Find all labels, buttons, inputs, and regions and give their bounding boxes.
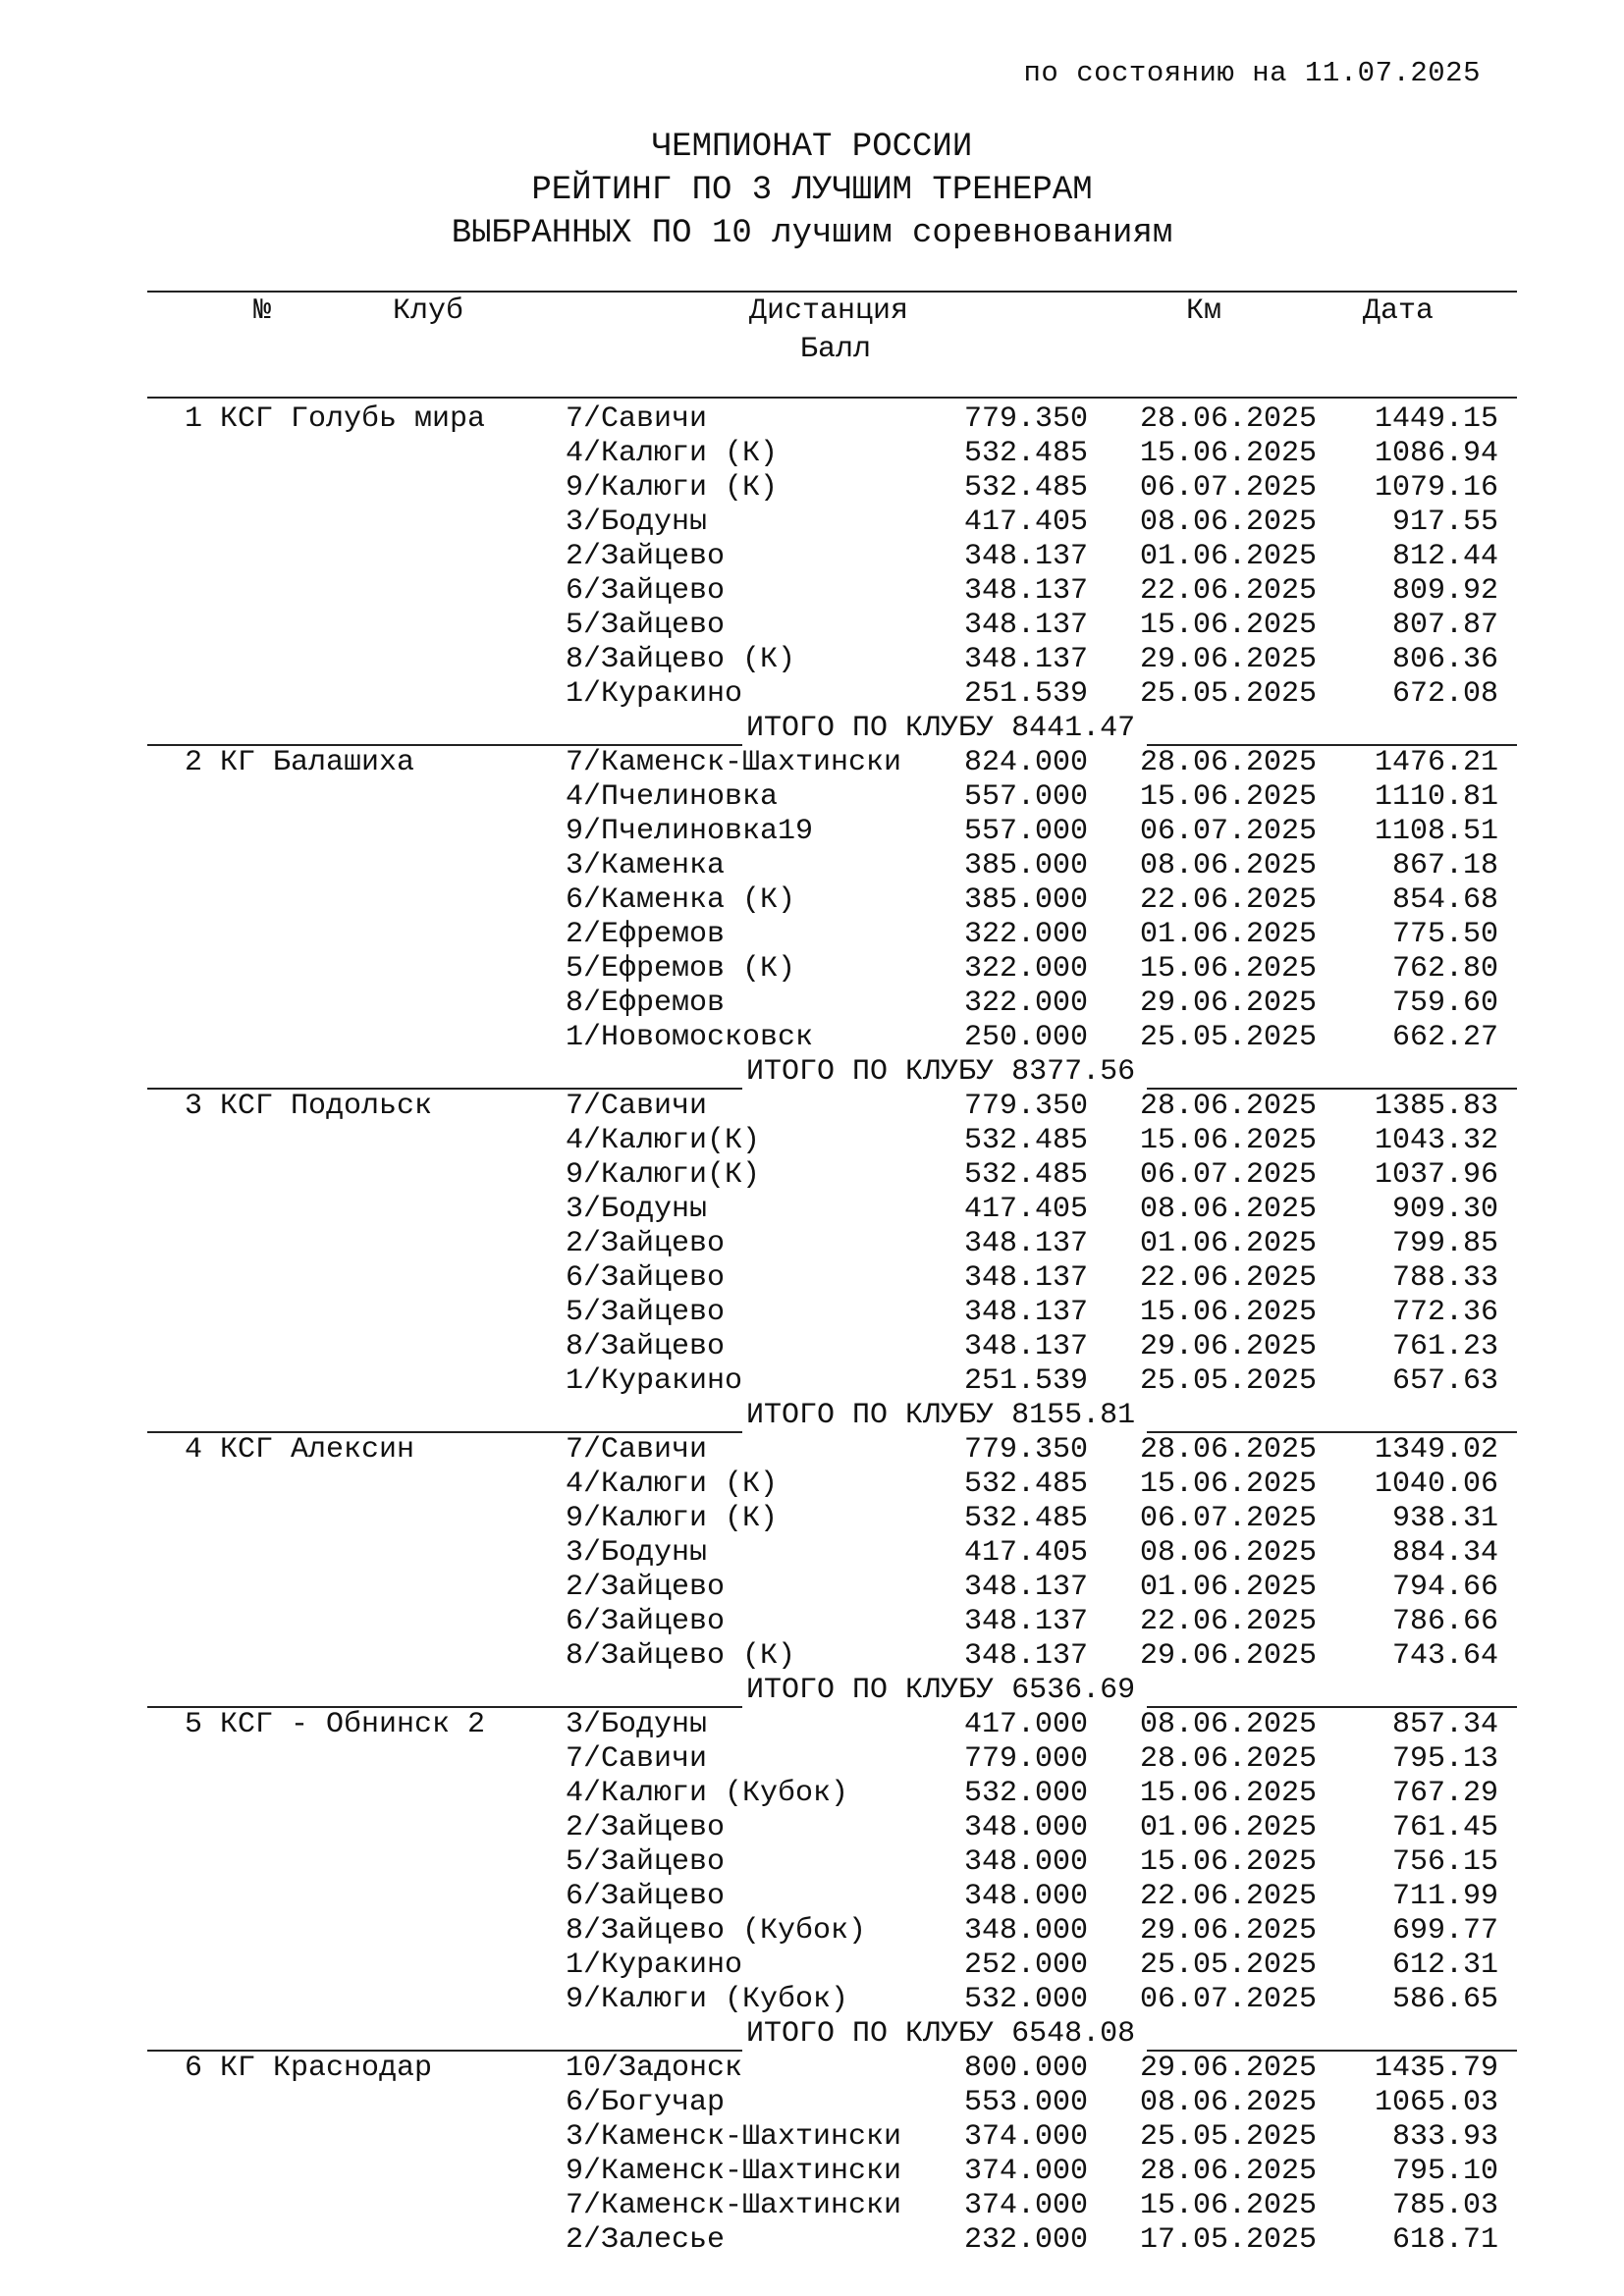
club-total-row: [0, 2017, 1624, 2052]
table-row: [0, 1468, 1624, 1502]
points-cell: 833.93: [1391, 2120, 1498, 2154]
points-cell: 909.30: [1391, 1193, 1498, 1226]
date-cell: 15.06.2025: [1140, 1777, 1318, 1810]
club-total-row: [0, 1055, 1624, 1090]
distance-cell: 6/Зайцево: [566, 1605, 726, 1638]
distance-cell: 5/Зайцево: [566, 1296, 726, 1329]
table-row: [0, 1021, 1624, 1055]
km-cell: 348.137: [963, 1605, 1088, 1638]
points-cell: 1043.32: [1374, 1124, 1498, 1157]
date-cell: 08.06.2025: [1140, 506, 1318, 539]
km-cell: 557.000: [963, 815, 1088, 848]
distance-cell: 10/Задонск: [566, 2052, 743, 2085]
header-bottom-rule: [147, 397, 1517, 399]
km-cell: 532.485: [963, 437, 1088, 470]
date-cell: 28.06.2025: [1140, 1433, 1318, 1467]
points-cell: 1108.51: [1374, 815, 1498, 848]
distance-cell: 4/Калюги (К): [566, 1468, 779, 1501]
km-cell: 557.000: [963, 780, 1088, 814]
table-row: [0, 506, 1624, 540]
table-row: [0, 1914, 1624, 1949]
km-cell: 779.000: [963, 1742, 1088, 1776]
distance-cell: 7/Савичи: [566, 1742, 708, 1776]
distance-cell: 9/Калюги(К): [566, 1158, 761, 1192]
table-row: [0, 1571, 1624, 1605]
points-cell: 884.34: [1391, 1536, 1498, 1570]
km-cell: 532.000: [963, 1777, 1088, 1810]
table-row: [0, 677, 1624, 712]
date-cell: 28.06.2025: [1140, 402, 1318, 436]
distance-cell: 5/Зайцево: [566, 609, 726, 642]
date-cell: 25.05.2025: [1140, 1949, 1318, 1982]
points-cell: 756.15: [1391, 1845, 1498, 1879]
total-value: 6548.08: [1011, 2017, 1136, 2051]
km-cell: 385.000: [963, 849, 1088, 882]
date-cell: 29.06.2025: [1140, 2052, 1318, 2085]
distance-cell: 8/Зайцево: [566, 1330, 726, 1363]
date-cell: 22.06.2025: [1140, 1605, 1318, 1638]
table-row: [0, 1742, 1624, 1777]
distance-cell: 7/Савичи: [566, 1090, 708, 1123]
club-name: 6 КГ Краснодар: [185, 2052, 433, 2085]
club-total: [746, 1055, 1135, 1090]
club-total-row: [0, 1399, 1624, 1433]
km-cell: 374.000: [963, 2189, 1088, 2222]
table-row: [0, 780, 1624, 815]
table-row: [0, 609, 1624, 643]
date-cell: 01.06.2025: [1140, 918, 1318, 951]
km-cell: 232.000: [963, 2223, 1088, 2257]
km-cell: 322.000: [963, 918, 1088, 951]
distance-cell: 8/Зайцево (Кубок): [566, 1914, 867, 1948]
club-name: 3 КСГ Подольск: [185, 1090, 433, 1123]
points-cell: 795.10: [1391, 2155, 1498, 2188]
points-cell: 762.80: [1391, 952, 1498, 986]
table-row: [0, 1605, 1624, 1639]
date-cell: 01.06.2025: [1140, 540, 1318, 573]
table-row: [0, 2120, 1624, 2155]
club-total: [746, 2017, 1135, 2052]
km-cell: 417.000: [963, 1708, 1088, 1741]
date-cell: 15.06.2025: [1140, 2189, 1318, 2222]
km-cell: 417.405: [963, 1536, 1088, 1570]
date-cell: 08.06.2025: [1140, 2086, 1318, 2119]
table-row: [0, 1296, 1624, 1330]
table-row: [0, 1777, 1624, 1811]
distance-cell: 2/Зайцево: [566, 540, 726, 573]
header-distance: Дистанция: [749, 294, 909, 328]
points-cell: 794.66: [1391, 1571, 1498, 1604]
date-cell: 17.05.2025: [1140, 2223, 1318, 2257]
table-row: [0, 987, 1624, 1021]
table-row: [0, 2052, 1624, 2086]
date-cell: 29.06.2025: [1140, 643, 1318, 676]
distance-cell: 8/Зайцево (К): [566, 643, 796, 676]
header-date: Дата: [1363, 294, 1435, 328]
points-cell: 618.71: [1391, 2223, 1498, 2257]
km-cell: 348.137: [963, 574, 1088, 608]
table-row: [0, 1639, 1624, 1674]
table-row: [0, 1433, 1624, 1468]
points-cell: 807.87: [1391, 609, 1498, 642]
total-label: ИТОГО ПО КЛУБУ: [746, 1399, 995, 1432]
points-cell: 1040.06: [1374, 1468, 1498, 1501]
club-total-row: [0, 1674, 1624, 1708]
distance-cell: 1/Куракино: [566, 1949, 743, 1982]
points-cell: 1349.02: [1374, 1433, 1498, 1467]
distance-cell: 1/Новомосковск: [566, 1021, 814, 1054]
points-cell: 775.50: [1391, 918, 1498, 951]
km-cell: 374.000: [963, 2155, 1088, 2188]
date-cell: 22.06.2025: [1140, 1880, 1318, 1913]
total-value: 8441.47: [1011, 712, 1136, 745]
km-cell: 779.350: [963, 1433, 1088, 1467]
km-cell: 417.405: [963, 506, 1088, 539]
points-cell: 612.31: [1391, 1949, 1498, 1982]
points-cell: 672.08: [1391, 677, 1498, 711]
club-total-row: [0, 712, 1624, 746]
distance-cell: 2/Ефремов: [566, 918, 726, 951]
date-cell: 15.06.2025: [1140, 437, 1318, 470]
table-row: [0, 1364, 1624, 1399]
date-cell: 29.06.2025: [1140, 1639, 1318, 1673]
table-row: [0, 1811, 1624, 1845]
points-cell: 657.63: [1391, 1364, 1498, 1398]
km-cell: 532.485: [963, 471, 1088, 505]
km-cell: 348.000: [963, 1811, 1088, 1844]
table-row: [0, 815, 1624, 849]
km-cell: 532.485: [963, 1502, 1088, 1535]
table-row: [0, 1983, 1624, 2017]
km-cell: 250.000: [963, 1021, 1088, 1054]
header-points: Балл: [800, 333, 872, 366]
km-cell: 417.405: [963, 1193, 1088, 1226]
distance-cell: 6/Зайцево: [566, 1261, 726, 1295]
km-cell: 348.137: [963, 1261, 1088, 1295]
title-line-3: ВЫБРАННЫХ ПО 10 лучшим соревнованиям: [451, 215, 1173, 252]
km-cell: 385.000: [963, 883, 1088, 917]
distance-cell: 9/Калюги (К): [566, 471, 779, 505]
km-cell: 532.485: [963, 1158, 1088, 1192]
table-row: [0, 1330, 1624, 1364]
km-cell: 374.000: [963, 2120, 1088, 2154]
points-cell: 806.36: [1391, 643, 1498, 676]
table-row: [0, 540, 1624, 574]
points-cell: 867.18: [1391, 849, 1498, 882]
date-cell: 01.06.2025: [1140, 1227, 1318, 1260]
points-cell: 1449.15: [1374, 402, 1498, 436]
distance-cell: 3/Бодуны: [566, 1193, 708, 1226]
distance-cell: 6/Каменка (К): [566, 883, 796, 917]
date-cell: 06.07.2025: [1140, 471, 1318, 505]
table-row: [0, 643, 1624, 677]
club-name: 2 КГ Балашиха: [185, 746, 415, 779]
points-cell: 786.66: [1391, 1605, 1498, 1638]
points-cell: 917.55: [1391, 506, 1498, 539]
km-cell: 348.000: [963, 1880, 1088, 1913]
club-name: 4 КСГ Алексин: [185, 1433, 415, 1467]
distance-cell: 5/Ефремов (К): [566, 952, 796, 986]
points-cell: 799.85: [1391, 1227, 1498, 1260]
header-km: Км: [1186, 294, 1222, 328]
status-date: по состоянию на 11.07.2025: [1023, 57, 1481, 89]
table-row: [0, 1708, 1624, 1742]
points-cell: 662.27: [1391, 1021, 1498, 1054]
km-cell: 348.000: [963, 1914, 1088, 1948]
points-cell: 767.29: [1391, 1777, 1498, 1810]
distance-cell: 6/Зайцево: [566, 574, 726, 608]
table-row: [0, 574, 1624, 609]
date-cell: 22.06.2025: [1140, 883, 1318, 917]
points-cell: 761.23: [1391, 1330, 1498, 1363]
distance-cell: 7/Каменск-Шахтински: [566, 746, 902, 779]
distance-cell: 9/Калюги (Кубок): [566, 1983, 849, 2016]
distance-cell: 6/Зайцево: [566, 1880, 726, 1913]
date-cell: 15.06.2025: [1140, 1296, 1318, 1329]
distance-cell: 6/Богучар: [566, 2086, 726, 2119]
points-cell: 1385.83: [1374, 1090, 1498, 1123]
date-cell: 08.06.2025: [1140, 1536, 1318, 1570]
distance-cell: 4/Калюги (К): [566, 437, 779, 470]
distance-cell: 7/Савичи: [566, 1433, 708, 1467]
km-cell: 322.000: [963, 987, 1088, 1020]
table-row: [0, 2189, 1624, 2223]
date-cell: 22.06.2025: [1140, 574, 1318, 608]
date-cell: 25.05.2025: [1140, 1021, 1318, 1054]
total-label: ИТОГО ПО КЛУБУ: [746, 1055, 995, 1089]
date-cell: 15.06.2025: [1140, 1845, 1318, 1879]
points-cell: 586.65: [1391, 1983, 1498, 2016]
distance-cell: 2/Зайцево: [566, 1227, 726, 1260]
table-row: [0, 1949, 1624, 1983]
table-row: [0, 1261, 1624, 1296]
table-row: [0, 2223, 1624, 2258]
date-cell: 06.07.2025: [1140, 1502, 1318, 1535]
km-cell: 800.000: [963, 2052, 1088, 2085]
club-total: [746, 1399, 1135, 1433]
km-cell: 532.485: [963, 1124, 1088, 1157]
date-cell: 29.06.2025: [1140, 987, 1318, 1020]
table-row: [0, 437, 1624, 471]
date-cell: 22.06.2025: [1140, 1261, 1318, 1295]
km-cell: 348.137: [963, 609, 1088, 642]
distance-cell: 8/Ефремов: [566, 987, 726, 1020]
distance-cell: 7/Каменск-Шахтински: [566, 2189, 902, 2222]
km-cell: 348.137: [963, 1296, 1088, 1329]
distance-cell: 8/Зайцево (К): [566, 1639, 796, 1673]
club-total: [746, 712, 1135, 746]
total-value: 8155.81: [1011, 1399, 1136, 1432]
km-cell: 532.000: [963, 1983, 1088, 2016]
table-row: [0, 402, 1624, 437]
table-row: [0, 1502, 1624, 1536]
table-row: [0, 849, 1624, 883]
distance-cell: 3/Каменск-Шахтински: [566, 2120, 902, 2154]
table-row: [0, 1845, 1624, 1880]
km-cell: 779.350: [963, 1090, 1088, 1123]
date-cell: 06.07.2025: [1140, 1983, 1318, 2016]
points-cell: 1037.96: [1374, 1158, 1498, 1192]
km-cell: 251.539: [963, 677, 1088, 711]
distance-cell: 3/Бодуны: [566, 506, 708, 539]
points-cell: 761.45: [1391, 1811, 1498, 1844]
distance-cell: 9/Калюги (К): [566, 1502, 779, 1535]
total-label: ИТОГО ПО КЛУБУ: [746, 1674, 995, 1707]
date-cell: 08.06.2025: [1140, 849, 1318, 882]
distance-cell: 7/Савичи: [566, 402, 708, 436]
distance-cell: 2/Зайцево: [566, 1811, 726, 1844]
table-row: [0, 1536, 1624, 1571]
distance-cell: 1/Куракино: [566, 677, 743, 711]
date-cell: 15.06.2025: [1140, 1124, 1318, 1157]
km-cell: 348.137: [963, 1330, 1088, 1363]
date-cell: 25.05.2025: [1140, 677, 1318, 711]
table-row: [0, 1124, 1624, 1158]
distance-cell: 3/Бодуны: [566, 1708, 708, 1741]
date-cell: 29.06.2025: [1140, 1330, 1318, 1363]
document-title: [0, 126, 1624, 255]
table-row: [0, 2086, 1624, 2120]
table-row: [0, 1880, 1624, 1914]
distance-cell: 9/Пчелиновка19: [566, 815, 814, 848]
km-cell: 348.137: [963, 643, 1088, 676]
title-line-2: РЕЙТИНГ ПО 3 ЛУЧШИМ ТРЕНЕРАМ: [531, 172, 1093, 209]
points-cell: 795.13: [1391, 1742, 1498, 1776]
distance-cell: 3/Бодуны: [566, 1536, 708, 1570]
date-cell: 15.06.2025: [1140, 780, 1318, 814]
table-row: [0, 1227, 1624, 1261]
date-cell: 01.06.2025: [1140, 1571, 1318, 1604]
table-row: [0, 1090, 1624, 1124]
points-cell: 1065.03: [1374, 2086, 1498, 2119]
date-cell: 06.07.2025: [1140, 815, 1318, 848]
club-name: 5 КСГ - Обнинск 2: [185, 1708, 486, 1741]
table-row: [0, 883, 1624, 918]
points-cell: 772.36: [1391, 1296, 1498, 1329]
distance-cell: 2/Залесье: [566, 2223, 726, 2257]
km-cell: 348.137: [963, 1571, 1088, 1604]
total-value: 6536.69: [1011, 1674, 1136, 1707]
table-row: [0, 2155, 1624, 2189]
points-cell: 857.34: [1391, 1708, 1498, 1741]
date-cell: 15.06.2025: [1140, 609, 1318, 642]
table-row: [0, 1193, 1624, 1227]
km-cell: 251.539: [963, 1364, 1088, 1398]
points-cell: 711.99: [1391, 1880, 1498, 1913]
date-cell: 28.06.2025: [1140, 746, 1318, 779]
distance-cell: 2/Зайцево: [566, 1571, 726, 1604]
table-row: [0, 1158, 1624, 1193]
points-cell: 1110.81: [1374, 780, 1498, 814]
header-club: Клуб: [393, 294, 464, 328]
distance-cell: 4/Пчелиновка: [566, 780, 779, 814]
date-cell: 25.05.2025: [1140, 2120, 1318, 2154]
date-cell: 01.06.2025: [1140, 1811, 1318, 1844]
date-cell: 28.06.2025: [1140, 1742, 1318, 1776]
km-cell: 348.137: [963, 1227, 1088, 1260]
km-cell: 824.000: [963, 746, 1088, 779]
date-cell: 06.07.2025: [1140, 1158, 1318, 1192]
table-row: [0, 471, 1624, 506]
km-cell: 322.000: [963, 952, 1088, 986]
points-cell: 788.33: [1391, 1261, 1498, 1295]
points-cell: 1435.79: [1374, 2052, 1498, 2085]
points-cell: 809.92: [1391, 574, 1498, 608]
km-cell: 348.000: [963, 1845, 1088, 1879]
date-cell: 15.06.2025: [1140, 952, 1318, 986]
total-value: 8377.56: [1011, 1055, 1136, 1089]
date-cell: 25.05.2025: [1140, 1364, 1318, 1398]
km-cell: 348.137: [963, 540, 1088, 573]
date-cell: 08.06.2025: [1140, 1193, 1318, 1226]
date-cell: 28.06.2025: [1140, 1090, 1318, 1123]
distance-cell: 3/Каменка: [566, 849, 726, 882]
points-cell: 1079.16: [1374, 471, 1498, 505]
km-cell: 779.350: [963, 402, 1088, 436]
points-cell: 1086.94: [1374, 437, 1498, 470]
points-cell: 812.44: [1391, 540, 1498, 573]
club-total: [746, 1674, 1135, 1708]
header-num: №: [253, 294, 272, 328]
table-row: [0, 746, 1624, 780]
club-name: 1 КСГ Голубь мира: [185, 402, 486, 436]
points-cell: 854.68: [1391, 883, 1498, 917]
points-cell: 759.60: [1391, 987, 1498, 1020]
date-cell: 29.06.2025: [1140, 1914, 1318, 1948]
total-label: ИТОГО ПО КЛУБУ: [746, 712, 995, 745]
date-cell: 15.06.2025: [1140, 1468, 1318, 1501]
distance-cell: 4/Калюги (Кубок): [566, 1777, 849, 1810]
km-cell: 252.000: [963, 1949, 1088, 1982]
total-label: ИТОГО ПО КЛУБУ: [746, 2017, 995, 2051]
points-cell: 785.03: [1391, 2189, 1498, 2222]
points-cell: 743.64: [1391, 1639, 1498, 1673]
title-line-1: ЧЕМПИОНАТ РОССИИ: [651, 129, 973, 166]
km-cell: 348.137: [963, 1639, 1088, 1673]
distance-cell: 9/Каменск-Шахтински: [566, 2155, 902, 2188]
km-cell: 553.000: [963, 2086, 1088, 2119]
date-cell: 08.06.2025: [1140, 1708, 1318, 1741]
km-cell: 532.485: [963, 1468, 1088, 1501]
distance-cell: 4/Калюги(К): [566, 1124, 761, 1157]
points-cell: 1476.21: [1374, 746, 1498, 779]
header-top-rule: [147, 291, 1517, 293]
points-cell: 699.77: [1391, 1914, 1498, 1948]
table-row: [0, 918, 1624, 952]
distance-cell: 5/Зайцево: [566, 1845, 726, 1879]
distance-cell: 1/Куракино: [566, 1364, 743, 1398]
date-cell: 28.06.2025: [1140, 2155, 1318, 2188]
table-row: [0, 952, 1624, 987]
points-cell: 938.31: [1391, 1502, 1498, 1535]
